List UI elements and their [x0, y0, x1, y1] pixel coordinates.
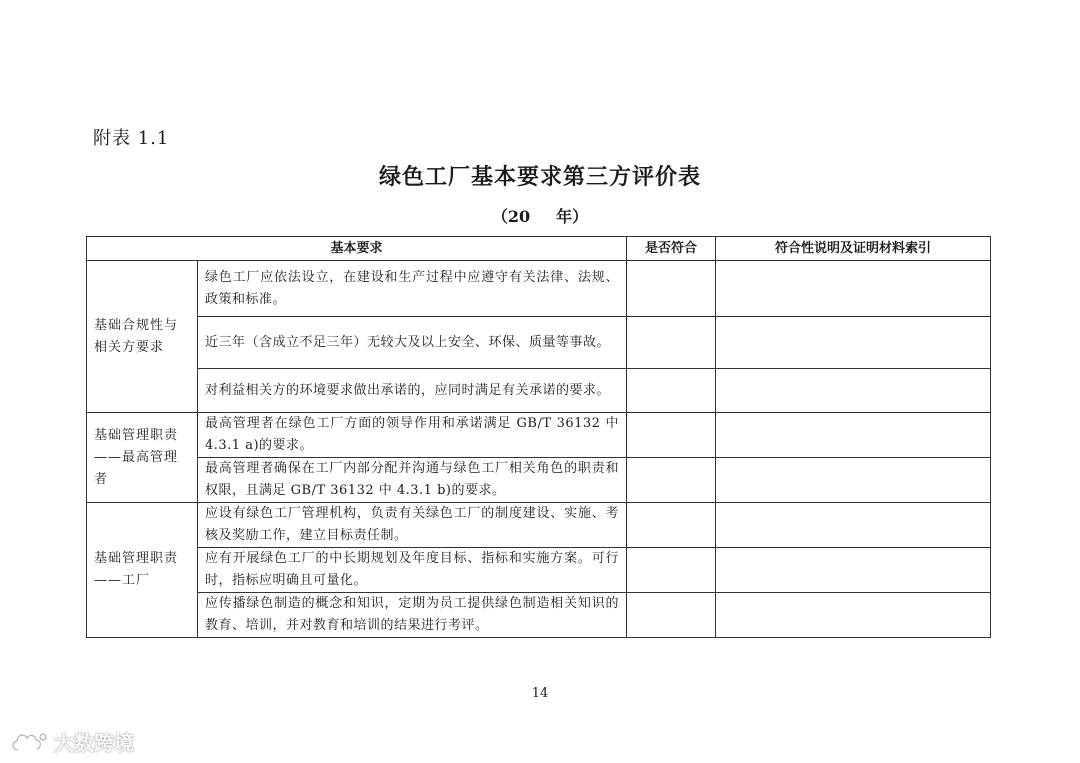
compliance-cell[interactable] — [627, 593, 716, 638]
evidence-cell[interactable] — [716, 317, 991, 369]
compliance-cell[interactable] — [627, 261, 716, 317]
requirement-cell: 最高管理者确保在工厂内部分配并沟通与绿色工厂相关角色的职责和权限，且满足 GB/T 36132 中 4.3.1 b)的要求。 — [198, 458, 627, 503]
cloud-logo-icon — [10, 730, 50, 754]
evaluation-table — [86, 236, 991, 638]
requirement-cell: 应有开展绿色工厂的中长期规划及年度目标、指标和实施方案。可行时，指标应明确且可量化。 — [198, 548, 627, 593]
compliance-cell[interactable] — [627, 369, 716, 413]
table-header-row — [87, 237, 991, 261]
table-row — [87, 503, 991, 548]
evidence-cell[interactable] — [716, 413, 991, 458]
compliance-cell[interactable] — [627, 458, 716, 503]
requirement-cell: 近三年（含成立不足三年）无较大及以上安全、环保、质量等事故。 — [198, 317, 627, 369]
compliance-cell[interactable] — [627, 503, 716, 548]
requirement-cell: 最高管理者在绿色工厂方面的领导作用和承诺满足 GB/T 36132 中 4.3.1 a)的要求。 — [198, 413, 627, 458]
table-row — [87, 317, 991, 369]
table-row — [87, 369, 991, 413]
category-cell: 基础合规性与相关方要求 — [87, 261, 198, 413]
evidence-cell[interactable] — [716, 261, 991, 317]
header-evidence: 符合性说明及证明材料索引 — [716, 237, 991, 261]
requirement-cell: 应传播绿色制造的概念和知识，定期为员工提供绿色制造相关知识的教育、培训，并对教育和培训的结果进行考评。 — [198, 593, 627, 638]
compliance-cell[interactable] — [627, 317, 716, 369]
page-number: 14 — [531, 686, 549, 701]
table-row — [87, 458, 991, 503]
appendix-label: 附表 1.1 — [93, 128, 170, 149]
evidence-cell[interactable] — [716, 369, 991, 413]
requirement-cell: 应设有绿色工厂管理机构，负责有关绿色工厂的制度建设、实施、考核及奖励工作，建立目标责任制。 — [198, 503, 627, 548]
year-open: （20 — [491, 207, 531, 226]
evidence-cell[interactable] — [716, 458, 991, 503]
year-suffix: 年） — [556, 207, 589, 226]
header-requirement: 基本要求 — [87, 237, 627, 261]
header-compliance: 是否符合 — [627, 237, 716, 261]
requirement-cell: 对利益相关方的环境要求做出承诺的，应同时满足有关承诺的要求。 — [198, 369, 627, 413]
table-row — [87, 413, 991, 458]
table-row — [87, 593, 991, 638]
table-row — [87, 548, 991, 593]
requirement-cell: 绿色工厂应依法设立，在建设和生产过程中应遵守有关法律、法规、政策和标准。 — [198, 261, 627, 317]
year-line — [0, 204, 1080, 227]
compliance-cell[interactable] — [627, 548, 716, 593]
category-cell: 基础管理职责——工厂 — [87, 503, 198, 638]
evidence-cell[interactable] — [716, 593, 991, 638]
page-title: 绿色工厂基本要求第三方评价表 — [378, 164, 701, 190]
compliance-cell[interactable] — [627, 413, 716, 458]
evidence-cell[interactable] — [716, 548, 991, 593]
evidence-cell[interactable] — [716, 503, 991, 548]
watermark — [10, 727, 134, 756]
watermark-text: 大数跨境 — [54, 731, 134, 755]
category-cell: 基础管理职责——最高管理者 — [87, 413, 198, 503]
table-row — [87, 261, 991, 317]
